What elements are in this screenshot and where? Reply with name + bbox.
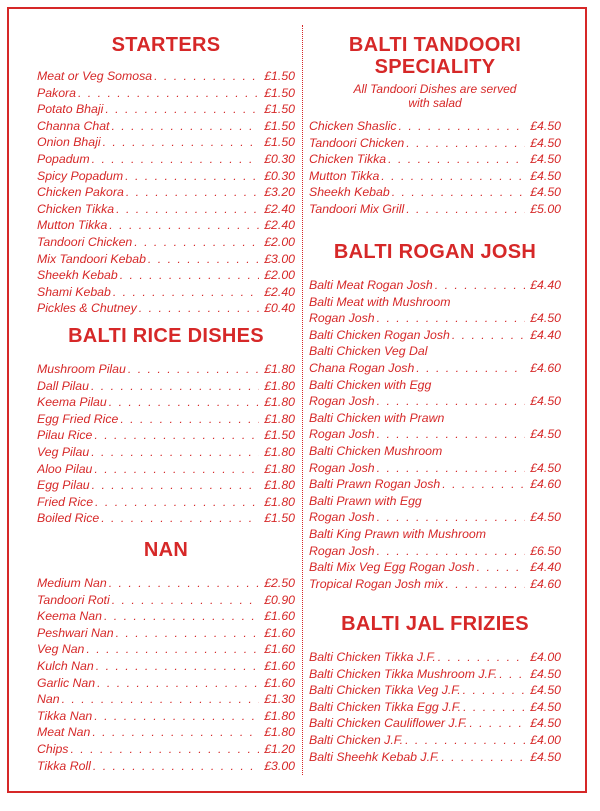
dot-leader [91,378,259,395]
menu-item [309,184,561,201]
menu-item-price: £1.60 [264,658,295,673]
menu-item-price: £1.80 [264,478,295,493]
menu-item [309,576,561,593]
dot-leader [109,394,259,411]
menu-item-name: Fried Rice [37,494,94,509]
menu-item-price: £1.50 [264,102,295,117]
menu-item-name: Balti Chicken Rogan Josh [309,327,450,342]
menu-item [37,741,295,758]
menu-item-price: £2.00 [264,268,295,283]
menu-item-name: Onion Bhaji [37,135,101,150]
dot-leader [91,444,259,461]
menu-item-price: £1.50 [264,135,295,150]
menu-item-name: Pickles & Chutney [37,301,137,316]
rice-list [37,361,295,527]
menu-item [309,426,561,443]
menu-item [37,251,295,268]
dot-leader [416,360,525,377]
menu-item [309,393,561,410]
menu-item-name: Chicken Shaslic [309,119,397,133]
dot-leader [154,68,259,85]
menu-item [309,310,561,327]
menu-item-name: Meat Nan [37,725,91,740]
rogan-section [309,241,561,592]
menu-item-price: £0.40 [264,301,295,316]
rice-section [37,325,295,527]
menu-item-price: £1.30 [264,692,295,707]
menu-item-price: £1.80 [264,362,295,376]
menu-item [37,300,295,317]
menu-item-name: Veg Pilau [37,444,90,459]
menu-item [309,151,561,168]
menu-item-price: £1.80 [264,411,295,426]
menu-item-price: £0.30 [264,168,295,183]
dot-leader [148,251,259,268]
menu-item-price: £4.00 [530,650,561,664]
menu-item-price: £1.80 [264,378,295,393]
dot-leader [139,300,259,317]
menu-item-name: Balti Chicken with Prawn [309,410,445,425]
menu-item-name: Tandoori Chicken [37,234,133,249]
menu-item-price: £2.00 [264,234,295,249]
tandoori-note-line2: with salad [408,96,462,110]
menu-item-price: £4.50 [530,683,561,698]
menu-item [37,427,295,444]
dot-leader [120,267,259,284]
menu-item-name: Balti Sheehk Kebab J.F. [309,749,440,764]
jal-heading: BALTI JAL FRIZIES [341,613,529,635]
dot-leader [463,699,525,716]
menu-item [37,658,295,675]
menu-item-name: Tandoori Chicken [309,135,405,150]
dot-leader [452,327,525,344]
menu-item-name: Boiled Rice [37,511,100,526]
menu-item-price: £1.80 [264,725,295,740]
menu-item [37,724,295,741]
menu-item-name: Balti King Prawn with Mushroom [309,526,487,541]
dot-leader [477,559,525,576]
dot-leader [435,277,525,294]
dot-leader [134,234,259,251]
menu-item-price: £0.90 [264,592,295,607]
menu-item [309,410,561,427]
rogan-heading: BALTI ROGAN JOSH [333,241,537,263]
menu-item [309,526,561,543]
menu-item-price: £4.50 [530,460,561,475]
menu-item [309,360,561,377]
menu-item-name: Tikka Nan [37,708,93,723]
starters-heading: STARTERS [111,34,221,56]
menu-item-price: £1.50 [264,511,295,526]
menu-item [37,134,295,151]
menu-item-name: Chicken Tikka [37,201,115,216]
menu-item-price: £4.50 [530,666,561,681]
menu-item [37,675,295,692]
dot-leader [92,477,259,494]
menu-item [37,267,295,284]
menu-item [309,168,561,185]
tandoori-section [309,34,561,218]
menu-item [37,394,295,411]
menu-item-name: Chicken Pakora [37,185,124,200]
menu-item [37,85,295,102]
menu-item [309,135,561,152]
menu-item-name: Peshwari Nan [37,625,114,640]
menu-item-name: Sheekh Kebab [37,268,118,283]
dot-leader [109,217,259,234]
dot-leader [377,310,525,327]
dot-leader [86,641,259,658]
menu-item-name: Mutton Tikka [309,168,380,183]
dot-leader [377,460,525,477]
menu-item [37,184,295,201]
dot-leader [93,758,259,775]
dot-leader [109,575,259,592]
rogan-list [309,277,561,592]
menu-item-name: Nan [37,692,60,707]
menu-item-price: £5.00 [530,201,561,216]
menu-item [37,444,295,461]
menu-item [37,378,295,395]
dot-leader [112,592,259,609]
tandoori-heading-line2: SPECIALITY [374,56,496,78]
menu-item-name: Balti Chicken Tikka Egg J.F. [309,699,462,714]
menu-item-price: £4.40 [530,278,561,292]
dot-leader [105,101,259,118]
rice-heading: BALTI RICE DISHES [68,325,264,347]
menu-item-price: £3.00 [264,251,295,266]
menu-item-name: Tandoori Mix Grill [309,201,405,216]
menu-item [37,477,295,494]
menu-page [7,7,587,793]
menu-item-name: Balti Chicken J.F. [309,732,404,747]
menu-item-name: Balti Chicken Tikka Veg J.F. [309,683,461,698]
jal-list [309,649,561,765]
dot-leader [406,201,525,218]
menu-item-name: Balti Chicken Mushroom [309,443,443,458]
menu-item [37,575,295,592]
menu-item-price: £4.50 [530,152,561,167]
menu-item [309,509,561,526]
menu-item [309,343,561,360]
dot-leader [377,393,525,410]
menu-item-name: Tikka Roll [37,758,91,773]
menu-item [309,543,561,560]
menu-item [37,118,295,135]
dot-leader [104,608,259,625]
menu-item-name: Balti Meat Rogan Josh [309,278,433,292]
menu-item-price: £4.50 [530,427,561,442]
dot-leader [381,168,525,185]
menu-item-name: Shami Kebab [37,284,111,299]
dot-leader [92,724,259,741]
dot-leader [116,625,259,642]
tandoori-note-line1: All Tandoori Dishes are served [353,82,517,96]
menu-item [309,460,561,477]
dot-leader [70,741,259,758]
dot-leader [469,715,525,732]
menu-item [37,461,295,478]
dot-leader [126,184,259,201]
jal-section [309,613,561,765]
menu-item-name: Spicy Popadum [37,168,124,183]
menu-item-price: £4.50 [530,510,561,525]
starters-section [37,34,295,317]
menu-item [309,493,561,510]
menu-item-name: Pilau Rice [37,428,93,443]
menu-item-price: £1.50 [264,118,295,133]
nan-list [37,575,295,774]
dot-leader [392,184,525,201]
menu-item-price: £4.50 [530,185,561,200]
menu-item [37,641,295,658]
menu-item-name: Mix Tandoori Kebab [37,251,146,266]
dot-leader [78,85,259,102]
dot-leader [128,361,259,378]
menu-item-name: Pakora [37,85,76,100]
menu-item-price: £4.50 [530,311,561,326]
menu-item-price: £4.60 [530,576,561,591]
menu-item [37,708,295,725]
dot-leader [398,118,525,135]
menu-item-name: Kulch Nan [37,658,94,673]
menu-item [37,411,295,428]
menu-item-name: Mutton Tikka [37,218,108,233]
menu-item-name: Chicken Tikka [309,152,387,167]
menu-item-name: Garlic Nan [37,675,96,690]
menu-item [37,151,295,168]
nan-heading: NAN [143,539,189,561]
menu-item-name: Egg Fried Rice [37,411,119,426]
dot-leader [377,509,525,526]
menu-item [309,666,561,683]
menu-item-price: £2.40 [264,218,295,233]
menu-item [37,217,295,234]
menu-item [309,118,561,135]
menu-item-price: £1.60 [264,675,295,690]
dot-leader [95,494,259,511]
dot-leader [405,732,525,749]
menu-item-price: £4.50 [530,168,561,183]
menu-item-price: £2.50 [264,576,295,590]
menu-item-name: Meat or Veg Somosa [37,69,153,83]
menu-item-name: Balti Chicken Tikka Mushroom J.F. [309,666,498,681]
menu-item-price: £4.50 [530,699,561,714]
menu-item-name: Aloo Pilau [37,461,93,476]
starters-list [37,68,295,317]
menu-item-name: Rogan Josh [309,460,375,475]
menu-item-name: Tropical Rogan Josh mix [309,576,444,591]
column-divider [302,25,303,775]
dot-leader [442,476,525,493]
dot-leader [113,284,259,301]
menu-item-price: £1.50 [264,428,295,443]
menu-item [37,758,295,775]
menu-item-price: £2.40 [264,201,295,216]
menu-item-name: Balti Mix Veg Egg Rogan Josh [309,560,475,575]
menu-item-price: £1.80 [264,444,295,459]
menu-item-price: £3.00 [264,758,295,773]
dot-leader [441,749,525,766]
menu-item [37,608,295,625]
menu-item-name: Chips [37,741,69,756]
menu-item [37,168,295,185]
menu-item-name: Balti Meat with Mushroom [309,294,451,309]
menu-item [309,277,561,294]
dot-leader [377,426,525,443]
dot-leader [62,691,259,708]
dot-leader [499,666,525,683]
menu-item [309,201,561,218]
menu-item-name: Dall Pilau [37,378,89,393]
menu-item-name: Keema Pilau [37,395,107,410]
menu-item [37,592,295,609]
dot-leader [94,427,259,444]
menu-item [37,234,295,251]
menu-item [309,699,561,716]
dot-leader [94,708,259,725]
dot-leader [406,135,525,152]
menu-item-name: Chana Rogan Josh [309,360,415,375]
menu-item-name: Sheekh Kebab [309,185,390,200]
menu-item [309,294,561,311]
menu-item-price: £4.40 [530,327,561,342]
tandoori-list [309,118,561,218]
menu-item-name: Popadum [37,151,90,166]
menu-item-price: £0.30 [264,151,295,166]
dot-leader [125,168,259,185]
menu-item-price: £4.50 [530,135,561,150]
menu-item-name: Balti Chicken Veg Dal [309,344,428,359]
menu-item [309,649,561,666]
menu-item-price: £4.40 [530,560,561,575]
menu-item-price: £4.50 [530,716,561,731]
menu-item [37,361,295,378]
tandoori-heading-line1: BALTI TANDOORI [348,34,522,56]
menu-item-name: Balti Prawn Rogan Josh [309,477,441,492]
menu-item-price: £1.60 [264,625,295,640]
menu-item-price: £1.50 [264,69,295,83]
dot-leader [377,543,525,560]
menu-item-price: £1.80 [264,494,295,509]
menu-item-price: £4.50 [530,119,561,133]
dot-leader [103,134,259,151]
menu-item [37,691,295,708]
dot-leader [463,682,525,699]
menu-item-name: Egg Pilau [37,478,90,493]
dot-leader [97,675,259,692]
dot-leader [438,649,525,666]
menu-item-price: £4.60 [530,360,561,375]
dot-leader [116,201,259,218]
menu-item [309,476,561,493]
dot-leader [96,658,259,675]
dot-leader [120,411,259,428]
menu-item-price: £4.60 [530,477,561,492]
menu-item-price: £6.50 [530,543,561,558]
menu-item [37,284,295,301]
dot-leader [101,510,259,527]
menu-item-price: £1.80 [264,708,295,723]
menu-item [309,327,561,344]
menu-item-name: Balti Chicken Cauliflower J.F. [309,716,468,731]
menu-item-price: £1.20 [264,741,295,756]
dot-leader [388,151,525,168]
menu-item-price: £2.40 [264,284,295,299]
nan-section [37,539,295,774]
menu-item [309,443,561,460]
menu-item-name: Balti Prawn with Egg [309,493,422,508]
menu-item [37,625,295,642]
menu-item [37,101,295,118]
menu-item-name: Balti Chicken Tikka J.F. [309,650,436,664]
menu-item-name: Rogan Josh [309,394,375,409]
menu-item-price: £4.50 [530,749,561,764]
menu-item-name: Channa Chat [37,118,110,133]
menu-item [309,749,561,766]
menu-item-name: Balti Chicken with Egg [309,377,432,392]
menu-item-name: Veg Nan [37,642,85,657]
menu-item-name: Rogan Josh [309,543,375,558]
menu-item-name: Medium Nan [37,576,107,590]
menu-item-price: £1.60 [264,609,295,624]
dot-leader [94,461,259,478]
menu-item [309,559,561,576]
menu-item-name: Rogan Josh [309,311,375,326]
menu-item-price: £4.50 [530,394,561,409]
menu-item-name: Tandoori Roti [37,592,110,607]
dot-leader [111,118,259,135]
menu-item [37,201,295,218]
menu-item-price: £1.80 [264,461,295,476]
menu-item-price: £3.20 [264,185,295,200]
menu-item-name: Rogan Josh [309,510,375,525]
menu-item-price: £1.60 [264,642,295,657]
menu-item-price: £4.00 [530,732,561,747]
menu-item [37,68,295,85]
menu-item [309,715,561,732]
menu-item [37,510,295,527]
menu-item [309,732,561,749]
menu-item [37,494,295,511]
dot-leader [445,576,525,593]
menu-item-name: Rogan Josh [309,427,375,442]
menu-item-name: Mushroom Pilau [37,362,126,376]
dot-leader [92,151,259,168]
menu-item [309,682,561,699]
menu-item-name: Potato Bhaji [37,102,104,117]
menu-item-price: £1.50 [264,85,295,100]
menu-item-name: Keema Nan [37,609,102,624]
menu-item [309,377,561,394]
menu-item-price: £1.80 [264,395,295,410]
